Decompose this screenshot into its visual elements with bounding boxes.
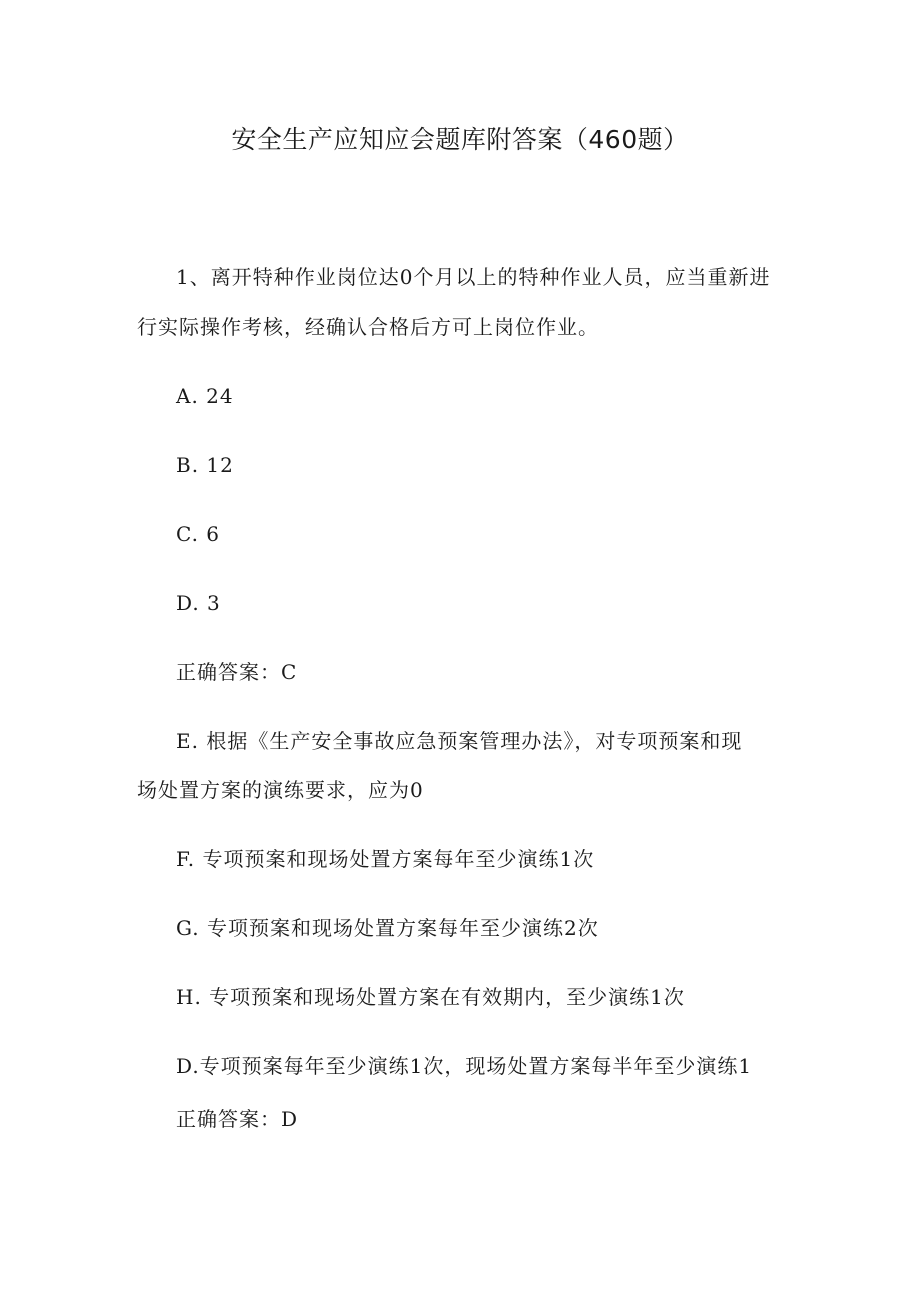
question-2-option-g: G. 专项预案和现场处置方案每年至少演练2次 xyxy=(176,916,599,940)
question-2-option-d: D.专项预案每年至少演练1次，现场处置方案每半年至少演练1 xyxy=(176,1054,753,1078)
question-2-stem-line-1: E. 根据《生产安全事故应急预案管理办法》，对专项预案和现 xyxy=(176,729,743,753)
question-2-stem-line-2: 场处置方案的演练要求，应为0 xyxy=(137,778,424,802)
question-1-stem-line-1: 1、离开特种作业岗位达0个月以上的特种作业人员，应当重新进 xyxy=(176,265,771,289)
document-title: 安全生产应知应会题库附答案（460题） xyxy=(231,125,689,154)
question-1-option-b: B. 12 xyxy=(176,453,234,477)
question-1-option-d: D. 3 xyxy=(176,591,221,615)
question-1-option-c: C. 6 xyxy=(176,522,221,546)
question-1-answer: 正确答案：C xyxy=(176,660,298,684)
question-1-stem-line-2: 行实际操作考核，经确认合格后方可上岗位作业。 xyxy=(137,315,599,339)
question-2-option-h: H. 专项预案和现场处置方案在有效期内，至少演练1次 xyxy=(176,985,685,1009)
question-1-option-a: A. 24 xyxy=(176,384,234,408)
question-2-answer: 正确答案：D xyxy=(176,1107,299,1131)
question-2-option-f: F. 专项预案和现场处置方案每年至少演练1次 xyxy=(176,847,595,871)
